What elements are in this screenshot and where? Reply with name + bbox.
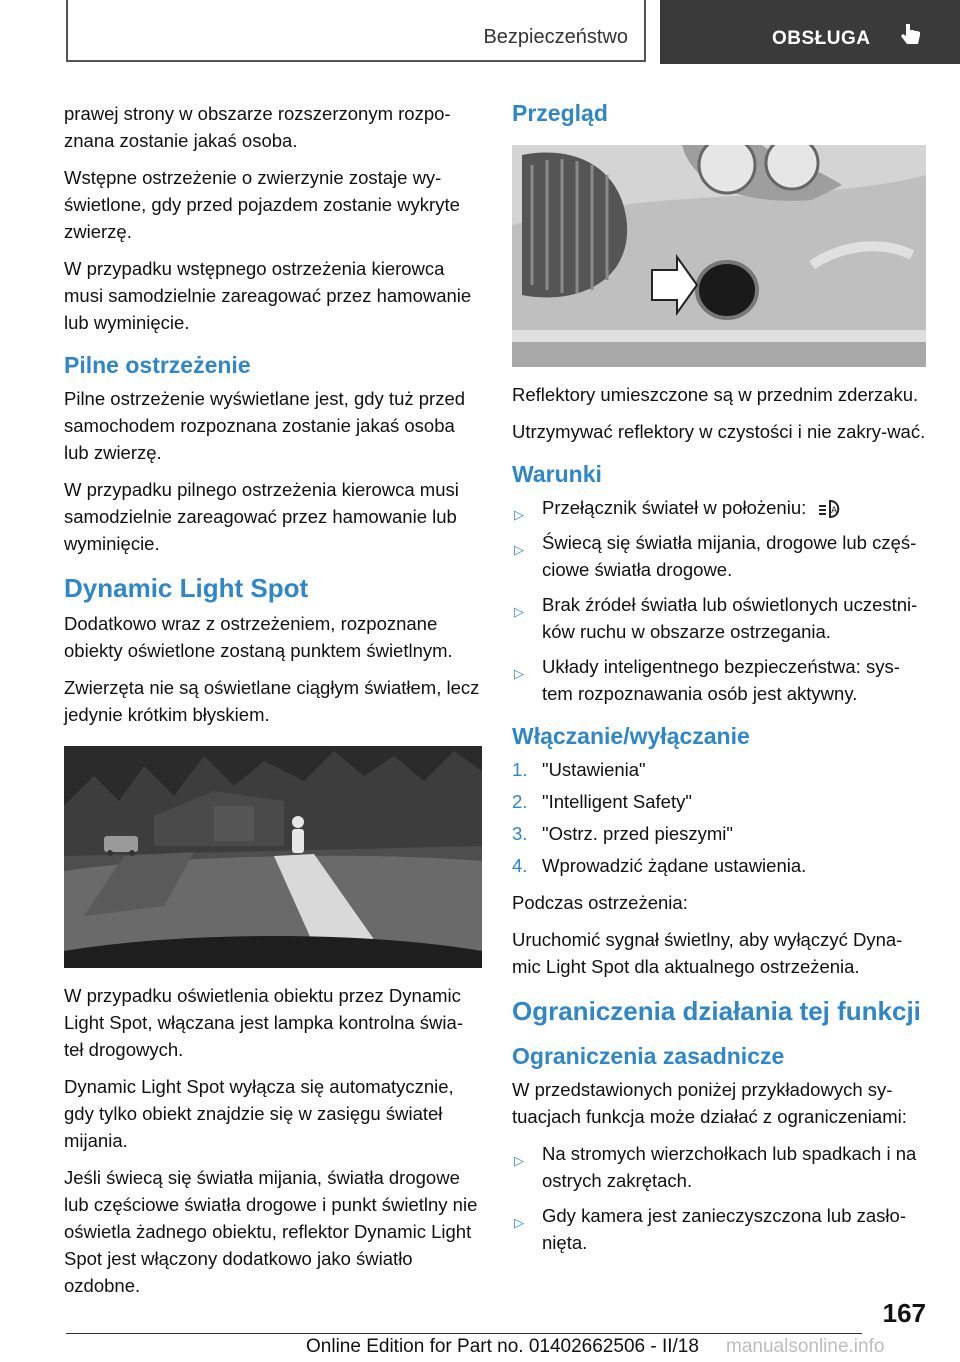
heading-wlaczanie: Włączanie/wyłączanie (512, 723, 750, 749)
right-column (512, 100, 926, 1266)
list-item: ▷ Na stromych wierzchołkach lub spadkach i na ostrych zakrętach. (514, 1143, 917, 1191)
triangle-right-icon: ▷ (514, 507, 524, 522)
step-item: 3. "Ostrz. przed pieszymi" (512, 823, 733, 844)
heading-warunki: Warunki (512, 461, 602, 487)
footer-edition: Online Edition for Part no. 01402662506 - II/18 (306, 1336, 699, 1357)
heading-pilne-ostrzezenie: Pilne ostrzeżenie (64, 352, 251, 378)
paragraph: Pilne ostrzeżenie wyświetlane jest, gdy tuż przed samochodem rozpoznana zostanie jakaś osoba lub zwierzę. (64, 388, 466, 463)
list-item: ▷ Gdy kamera jest zanieczyszczona lub zasło-nięta. (514, 1205, 906, 1253)
list-item: ▷ Brak źródeł światła lub oświetlonych uczestni-ków ruchu w obszarze ostrzegania. (514, 594, 918, 642)
paragraph: Wstępne ostrzeżenie o zwierzynie zostaje wy-świetlone, gdy przed pojazdem zostanie wykryte zwierzę. (64, 167, 460, 242)
page-number: 167 (882, 1298, 926, 1328)
paragraph: Jeśli świecą się światła mijania, światła drogowe lub częściowe światła drogowe i punkt świetlny nie oświetla żadnego obiektu, reflektor Dynamic Light Spot jest włączony dodatkowo jako światło ozdobne. (64, 1167, 478, 1296)
list-item: ▷ Układy inteligentnego bezpieczeństwa: sys-tem rozpoznawania osób jest aktywny. (514, 656, 900, 704)
paragraph: W przypadku pilnego ostrzeżenia kierowca musi samodzielnie zareagować przez hamowanie lub wyminięcie. (64, 479, 459, 554)
step-item: 1. "Ustawienia" (512, 759, 646, 780)
header-chapter-title: OBSŁUGA (772, 28, 871, 49)
heading-dynamic-light-spot: Dynamic Light Spot (64, 573, 309, 603)
header-section-title: Bezpieczeństwo (483, 26, 628, 48)
paragraph: W przedstawionych poniżej przykładowych sy-tuacjach funkcja może działać z ograniczeniami: (512, 1079, 907, 1127)
step-item: 4. Wprowadzić żądane ustawienia. (512, 855, 807, 876)
paragraph: prawej strony w obszarze rozszerzonym rozpo-znana zostanie jakaś osoba. (64, 103, 451, 151)
paragraph: Zwierzęta nie są oświetlane ciągłym światłem, lecz jedynie krótkim błyskiem. (64, 677, 480, 725)
paragraph: Utrzymywać reflektory w czystości i nie zakry-wać. (512, 421, 926, 442)
paragraph: Podczas ostrzeżenia: (512, 892, 688, 913)
triangle-right-icon: ▷ (514, 1153, 524, 1168)
header-chapter-tab (660, 0, 960, 64)
footer-divider (66, 1333, 862, 1334)
hand-pointer-icon (900, 22, 922, 48)
triangle-right-icon: ▷ (514, 542, 524, 557)
list-item: ▷ Przełącznik świateł w położeniu: A (512, 494, 926, 521)
paragraph: Reflektory umieszczone są w przednim zderzaku. (512, 384, 919, 405)
auto-headlight-icon (817, 498, 843, 520)
paragraph: Dodatkowo wraz z ostrzeżeniem, rozpoznane obiekty oświetlone zostaną punktem świetlnym. (64, 613, 453, 661)
triangle-right-icon: ▷ (514, 1215, 524, 1230)
heading-ograniczenia: Ograniczenia działania tej funkcji (512, 996, 921, 1026)
footer-watermark: manualsonline.info (726, 1336, 885, 1357)
bumper-spotlight-illustration (512, 145, 926, 367)
steps-list (512, 756, 926, 879)
paragraph: Dynamic Light Spot wyłącza się automatycznie, gdy tylko obiekt znajdzie się w zasięgu świateł mijania. (64, 1076, 454, 1151)
step-item: 2. "Intelligent Safety" (512, 791, 692, 812)
svg-text:A: A (831, 506, 838, 517)
list-item: ▷ Świecą się światła mijania, drogowe lub częś-ciowe światła drogowe. (514, 532, 917, 580)
heading-ograniczenia-zasadnicze: Ograniczenia zasadnicze (512, 1043, 785, 1069)
limitations-list (512, 1140, 926, 1256)
triangle-right-icon: ▷ (514, 604, 524, 619)
heading-przeglad: Przegląd (512, 100, 608, 126)
conditions-list (512, 494, 926, 707)
night-road-illustration (64, 746, 482, 968)
paragraph: W przypadku oświetlenia obiektu przez Dynamic Light Spot, włączana jest lampka kontrolna świa-teł drogowych. (64, 985, 463, 1060)
paragraph: W przypadku wstępnego ostrzeżenia kierowca musi samodzielnie zareagować przez hamowanie lub wyminięcie. (64, 258, 472, 333)
triangle-right-icon: ▷ (514, 666, 524, 681)
left-column (64, 100, 482, 1309)
paragraph: Uruchomić sygnał świetlny, aby wyłączyć Dyna-mic Light Spot dla aktualnego ostrzeżenia. (512, 929, 903, 977)
